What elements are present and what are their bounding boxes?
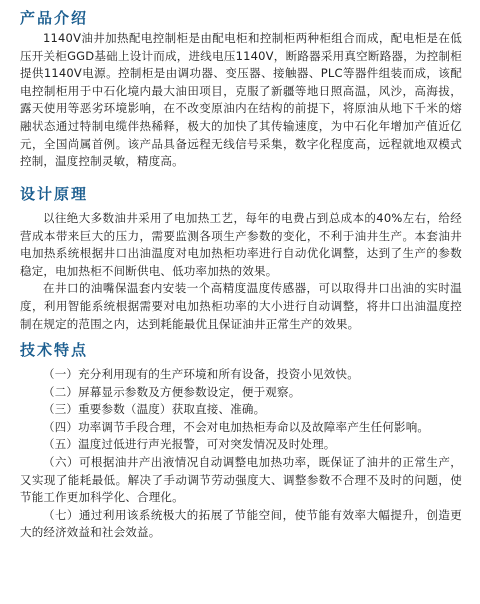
design-principle-section: [20, 184, 462, 333]
tech-features-section: [20, 340, 462, 542]
design-paragraph-2: 在井口的油嘴保温套内安装一个高精度温度传感器，可以取得井口出油的实时温度，利用智能系统根据需要对电加热柜功率的大小进行自动调整，将井口出油温度控制在规定的范围之内，达到耗能最优且保证油井正常生产的效果。: [20, 281, 462, 331]
features-list: [20, 366, 462, 542]
feature-item: （七）通过利用该系统极大的拓展了节能空间，使节能有效率大幅提升，创造更大的经济效益和社会效益。: [20, 507, 462, 540]
product-intro-paragraph: 1140V油井加热配电控制柜是由配电柜和控制柜两种柜组合而成，配电柜是在低压开关柜GGD基础上设计而成，进线电压1140V，断路器采用真空断路器，为控制柜提供1140V电源。控制柜是由调功器、变压器、接触器、PLC等器件组装而成，该配电控制柜用于中石化境内最大油田项目，克服了新疆等地日照高温，风沙，高海拔，露天使用等恶劣环境影响，在不改变原油内在结构的前提下，将原油从地下千米的熔融状态通过特制电缆伴热稀释，极大的加快了其传输速度，为中石化年增加产值近亿元，全国尚属首例。该产品具备远程无线信号采集，数字化程度高，远程就地双模式控制，温度控制灵敏，精度高。: [20, 31, 462, 169]
feature-item: （四）功率调节手段合理，不会对电加热柜寿命以及故障率产生任何影响。: [43, 419, 430, 434]
feature-item: （三）重要参数（温度）获取直接、准确。: [43, 402, 266, 417]
product-intro-heading: 产品介绍: [20, 9, 89, 27]
design-principle-heading: 设计原理: [20, 185, 89, 203]
product-intro-section: [20, 8, 462, 171]
tech-features-heading: 技术特点: [20, 341, 89, 359]
feature-item: （六）可根据油井产出液情况自动调整电加热功率，既保证了油井的正常生产，又实现了能耗最低。解决了手动调节劳动强度大、调整参数不合理不及时的问题，使节能工作更加科学化、合理化。: [20, 454, 462, 505]
feature-item: （二）屏幕显示参数及方便参数设定，便于观察。: [43, 384, 301, 399]
design-paragraph-1: 以往绝大多数油井采用了电加热工艺，每年的电费占到总成本的40%左右，给经营成本带来巨大的压力，需要监测各项生产参数的变化，不利于油井生产。本套油井电加热系统根据井口出油温度对电加热柜功率进行自动优化调整，达到了生产的参数稳定，电加热柜不间断供电、低功率加热的效果。: [20, 211, 462, 278]
feature-item: （五）温度过低进行声光报警，可对突发情况及时处理。: [43, 437, 336, 452]
feature-item: （一）充分利用现有的生产环境和所有设备，投资小见效快。: [43, 367, 359, 381]
